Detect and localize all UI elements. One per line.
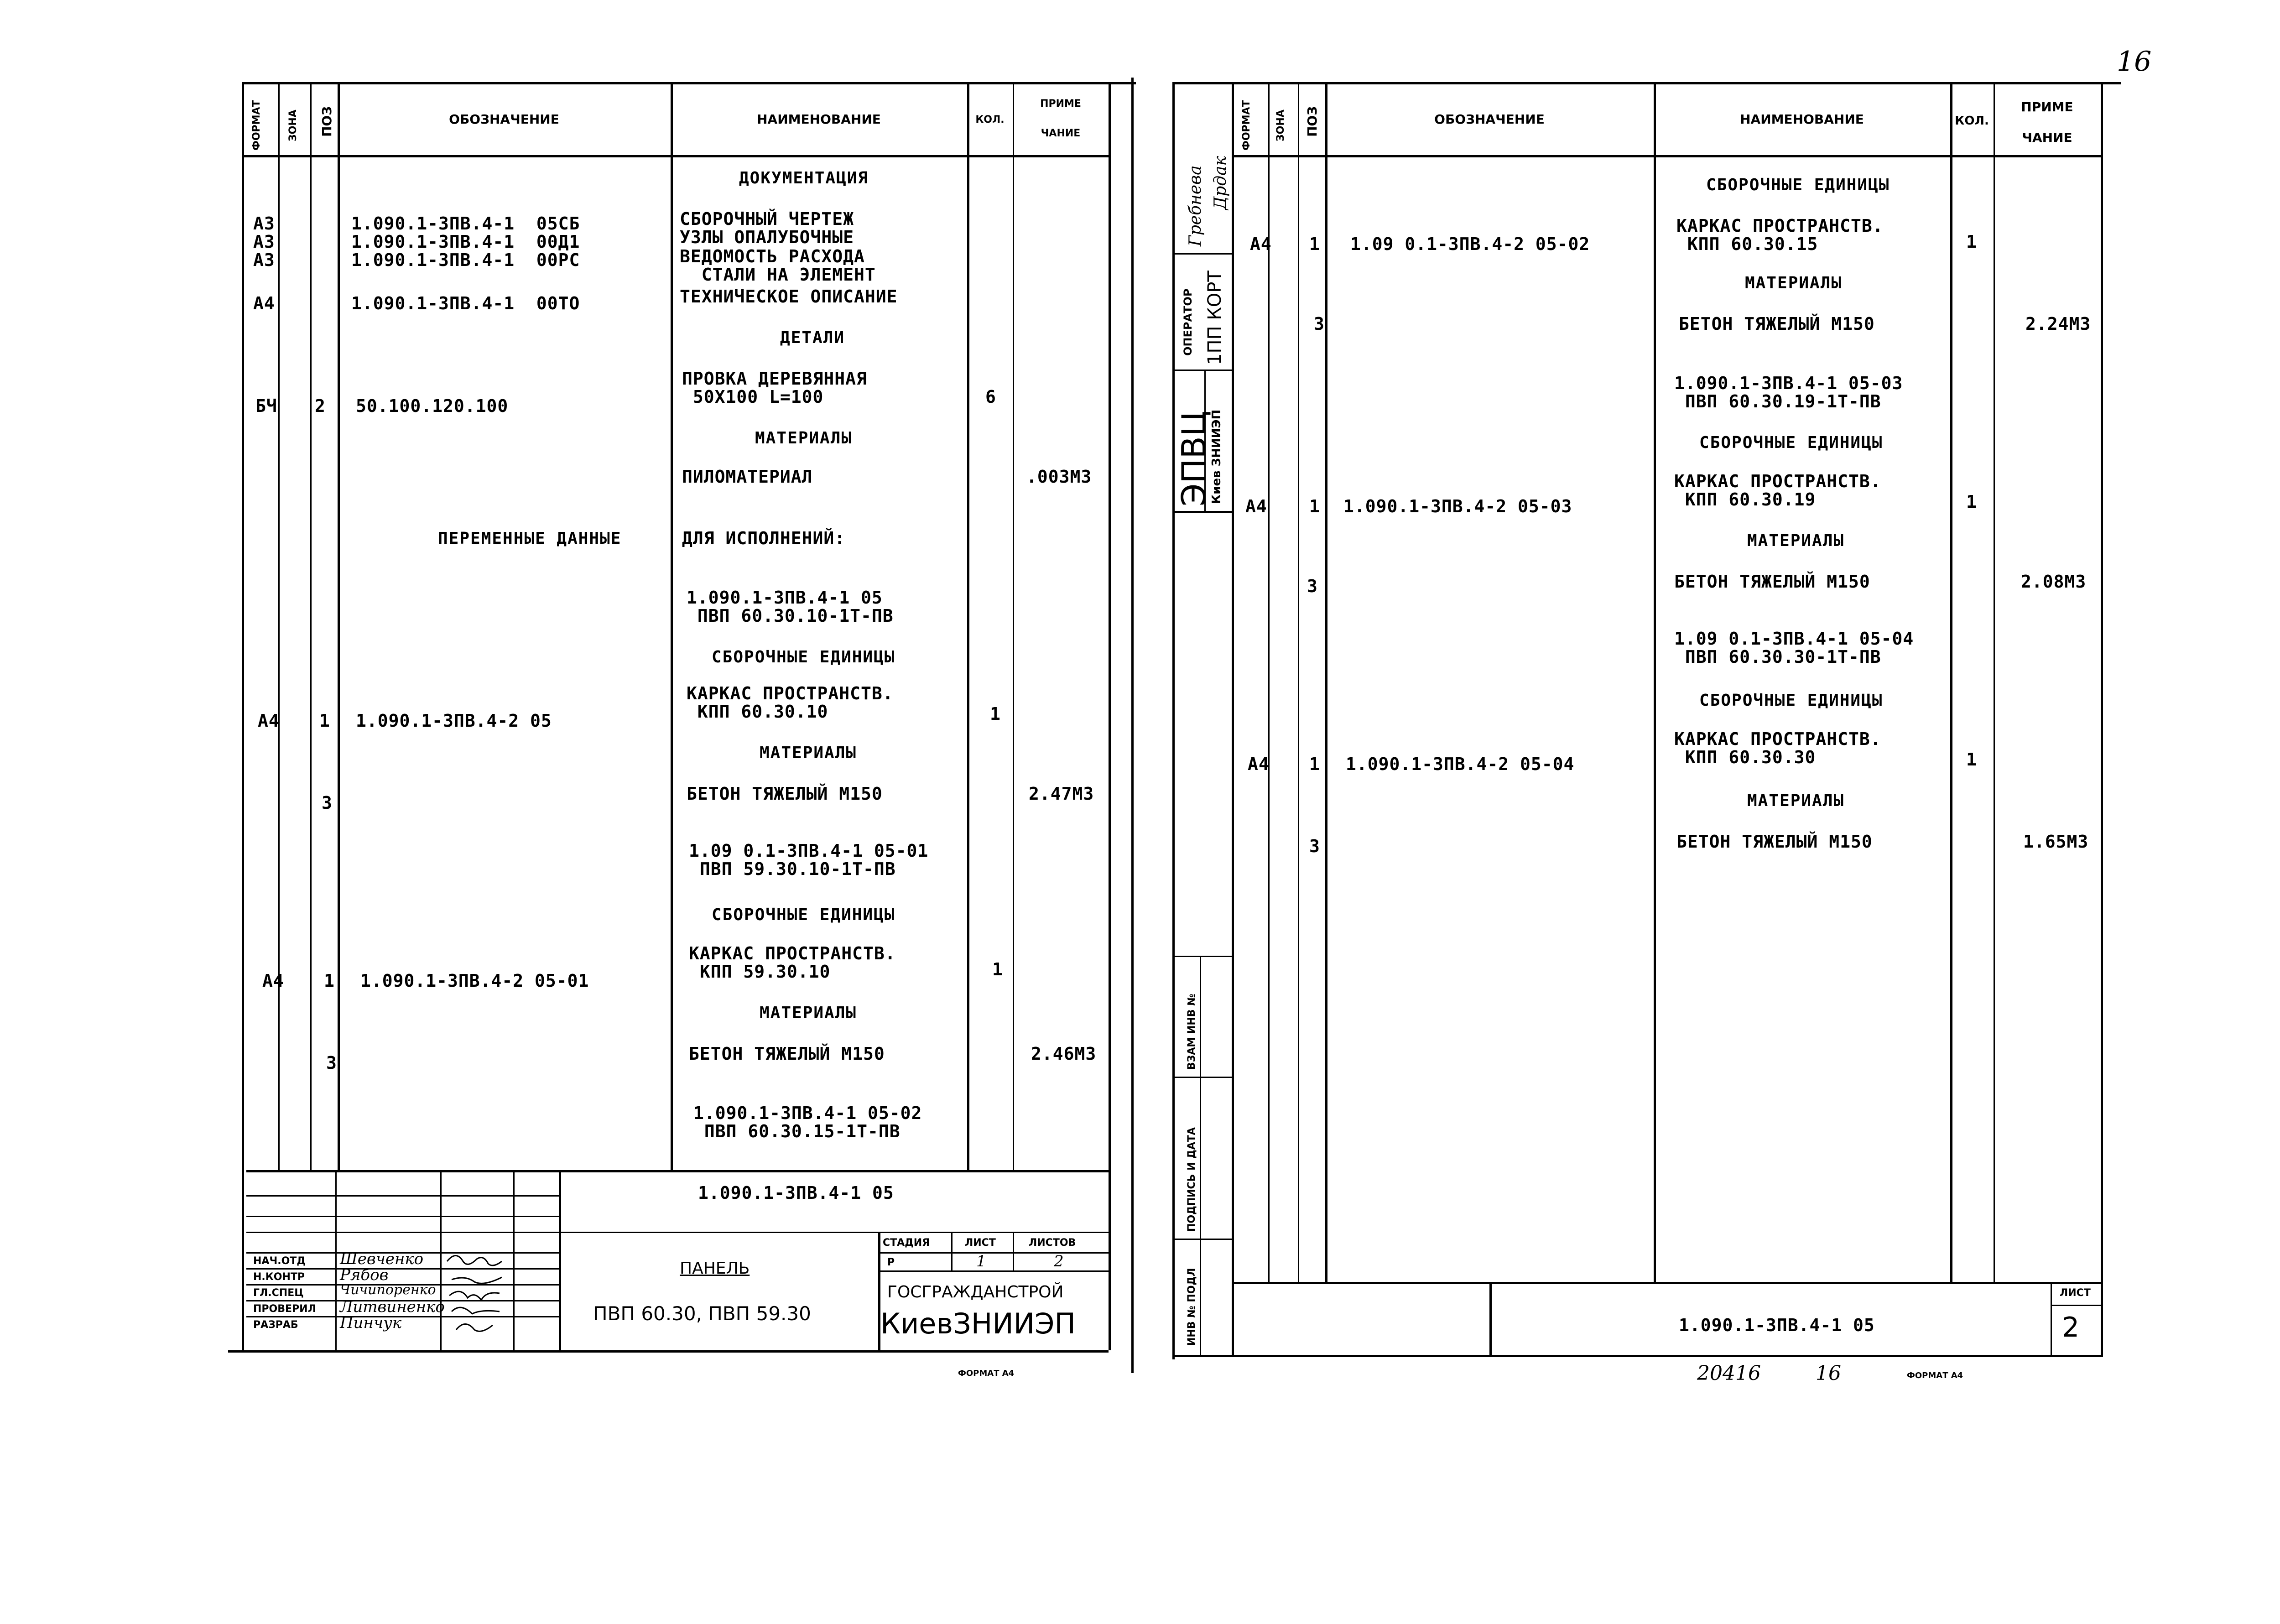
material-name: БЕТОН ТЯЖЕЛЫЙ М150: [689, 1044, 885, 1064]
org-name: ГОСГРАЖДАНСТРОЙ: [887, 1283, 1064, 1301]
row-pos: 1: [1309, 496, 1320, 516]
row-qty: 1: [1966, 750, 1977, 770]
signer-2: Дрдак: [1211, 156, 1230, 210]
header-designation: ОБОЗНАЧЕНИЕ: [449, 112, 559, 127]
material-note: 2.47М3: [1029, 784, 1094, 804]
header-zone: ЗОНА: [287, 109, 299, 141]
for-versions-label: ДЛЯ ИСПОЛНЕНИЙ:: [682, 528, 846, 548]
doc-designation: 1.090.1-3ПВ.4-1 05СБ: [351, 213, 580, 234]
panel-title: ПАНЕЛЬ: [680, 1259, 750, 1278]
doc-format: А3: [253, 213, 275, 234]
doc-page: 16: [1816, 1362, 1841, 1385]
sheet-label: ЛИСТ: [2060, 1287, 2091, 1299]
stage-value: Р: [887, 1257, 895, 1268]
title-block-code: 1.090.1-3ПВ.4-1 05: [698, 1183, 894, 1203]
center-label: ЭПВЦ: [1175, 411, 1213, 506]
version-title: 1.090.1-3ПВ.4-1 05 ПВП 60.30.10-1Т-ПВ: [687, 588, 894, 626]
version-format: А4: [262, 971, 284, 991]
row-name: КАРКАС ПРОСТРАНСТВ. КПП 60.30.30: [1674, 729, 1881, 767]
row-qty: 1: [1966, 492, 1977, 512]
section-materials: МАТЕРИАЛЫ: [1745, 274, 1843, 292]
material-note: 2.46М3: [1031, 1044, 1097, 1064]
header-pos: ПОЗ: [1305, 106, 1320, 137]
sign-date-label: ПОДПИСЬ И ДАТА: [1186, 1127, 1197, 1232]
center-sub-label: Киев ЗНИИЭП: [1210, 409, 1223, 504]
material-note: 1.65М3: [2023, 832, 2089, 852]
row-designation: 1.09 0.1-3ПВ.4-2 05-02: [1350, 234, 1590, 254]
material-pos: 3: [1309, 836, 1320, 856]
sheet-value: 1: [976, 1252, 986, 1270]
detail-designation: 50.100.120.100: [356, 396, 509, 416]
material-note: 2.24М3: [2025, 314, 2091, 334]
doc-format: А3: [253, 250, 275, 270]
header-note-1: ПРИМЕ: [1040, 98, 1081, 109]
header-note-2: ЧАНИЕ: [2022, 130, 2072, 145]
header-designation: ОБОЗНАЧЕНИЕ: [1434, 112, 1545, 127]
row-qty: 1: [1966, 232, 1977, 252]
inv-subst-label: ВЗАМ ИНВ №: [1186, 994, 1197, 1070]
section-materials: МАТЕРИАЛЫ: [755, 429, 853, 448]
detail-qty: 6: [985, 387, 996, 407]
doc-name: УЗЛЫ ОПАЛУБОЧНЫЕ: [680, 227, 854, 247]
role-label: Н.КОНТР: [253, 1271, 305, 1283]
doc-format: А4: [253, 293, 275, 313]
sheets-label: ЛИСТОВ: [1029, 1237, 1076, 1249]
row-pos: 1: [1309, 754, 1320, 774]
page-number: 16: [2117, 46, 2152, 78]
signer-name: Рябов: [340, 1266, 389, 1284]
material-name: БЕТОН ТЯЖЕЛЫЙ М150: [1676, 832, 1873, 852]
section-documentation: ДОКУМЕНТАЦИЯ: [739, 169, 869, 187]
section-materials: МАТЕРИАЛЫ: [760, 1004, 857, 1022]
section-assembly: СБОРОЧНЫЕ ЕДИНИЦЫ: [712, 906, 895, 924]
role-label: РАЗРАБ: [253, 1319, 298, 1331]
doc-name: ВЕДОМОСТЬ РАСХОДА СТАЛИ НА ЭЛЕМЕНТ: [680, 246, 876, 285]
header-note-1: ПРИМЕ: [2021, 99, 2073, 115]
signer-name: Пинчук: [340, 1314, 402, 1332]
section-assembly: СБОРОЧНЫЕ ЕДИНИЦЫ: [712, 648, 895, 666]
material-pos: 3: [1314, 314, 1325, 334]
detail-pos: 2: [315, 396, 326, 416]
role-label: НАЧ.ОТД: [253, 1255, 306, 1267]
sheet-footer-code: 1.090.1-3ПВ.4-1 05: [1679, 1315, 1875, 1335]
row-format: А4: [1245, 496, 1267, 516]
header-zone: ЗОНА: [1275, 109, 1286, 141]
signer-name: Чичипоренко: [340, 1282, 436, 1298]
panel-subtitle: ПВП 60.30, ПВП 59.30: [593, 1302, 811, 1325]
material-pos: 3: [1307, 576, 1318, 596]
detail-name: ПРОВКА ДЕРЕВЯННАЯ 50Х100 L=100: [682, 369, 867, 407]
header-format: ФОРМАТ: [251, 100, 262, 151]
version-pos: 1: [324, 971, 335, 991]
section-materials: МАТЕРИАЛЫ: [1747, 791, 1845, 810]
doc-name: ТЕХНИЧЕСКОЕ ОПИСАНИЕ: [680, 286, 898, 307]
lumber-name: ПИЛОМАТЕРИАЛ: [682, 467, 813, 487]
header-pos: ПОЗ: [319, 106, 334, 137]
doc-designation: 1.090.1-3ПВ.4-1 00РС: [351, 250, 580, 270]
section-assembly: СБОРОЧНЫЕ ЕДИНИЦЫ: [1699, 433, 1883, 452]
version-title: 1.09 0.1-3ПВ.4-1 05-01 ПВП 59.30.10-1Т-ПВ: [689, 841, 929, 879]
version-designation: 1.090.1-3ПВ.4-2 05: [356, 711, 552, 731]
sheets-value: 2: [1054, 1252, 1064, 1270]
detail-format: БЧ: [255, 396, 277, 416]
role-label: ПРОВЕРИЛ: [253, 1303, 316, 1315]
section-materials: МАТЕРИАЛЫ: [1747, 531, 1845, 550]
material-pos: 3: [322, 793, 333, 813]
inv-orig-label: ИНВ № ПОДЛ: [1186, 1268, 1197, 1346]
header-qty: КОЛ.: [975, 114, 1005, 125]
section-assembly: СБОРОЧНЫЕ ЕДИНИЦЫ: [1706, 176, 1890, 194]
version-name: КАРКАС ПРОСТРАНСТВ. КПП 60.30.10: [687, 683, 894, 722]
version-title: 1.090.1-3ПВ.4-1 05-02 ПВП 60.30.15-1Т-ПВ: [693, 1103, 922, 1141]
material-name: БЕТОН ТЯЖЕЛЫЙ М150: [1674, 572, 1870, 592]
sheet-label: ЛИСТ: [965, 1237, 996, 1249]
doc-format: А3: [253, 232, 275, 252]
version-qty: 1: [990, 704, 1001, 724]
version-qty: 1: [992, 959, 1003, 979]
version-title: 1.090.1-3ПВ.4-1 05-03 ПВП 60.30.19-1Т-ПВ: [1674, 373, 1903, 411]
doc-name: СБОРОЧНЫЙ ЧЕРТЕЖ: [680, 209, 854, 229]
material-name: БЕТОН ТЯЖЕЛЫЙ М150: [1679, 314, 1875, 334]
operator-value: 1ПП КОРТ: [1204, 271, 1225, 365]
signer-name: Литвиненко: [340, 1298, 445, 1316]
role-label: ГЛ.СПЕЦ: [253, 1287, 304, 1299]
header-qty: КОЛ.: [1955, 114, 1989, 128]
version-title: 1.09 0.1-3ПВ.4-1 05-04 ПВП 60.30.30-1Т-ПВ: [1674, 629, 1914, 667]
section-materials: МАТЕРИАЛЫ: [760, 744, 857, 762]
version-format: А4: [258, 711, 280, 731]
header-name: НАИМЕНОВАНИЕ: [1740, 112, 1864, 127]
row-format: А4: [1250, 234, 1272, 254]
doc-designation: 1.090.1-3ПВ.4-1 00ТО: [351, 293, 580, 313]
version-designation: 1.090.1-3ПВ.4-2 05-01: [360, 971, 589, 991]
version-name: КАРКАС ПРОСТРАНСТВ. КПП 59.30.10: [689, 943, 896, 982]
material-note: 2.08М3: [2021, 572, 2087, 592]
row-pos: 1: [1309, 234, 1320, 254]
stage-label: СТАДИЯ: [883, 1237, 930, 1249]
format-label: ФОРМАТ А4: [1907, 1371, 1963, 1380]
material-pos: 3: [326, 1053, 337, 1073]
section-details: ДЕТАЛИ: [780, 328, 845, 347]
variable-data-label: ПЕРЕМЕННЫЕ ДАННЫЕ: [438, 529, 622, 548]
header-format: ФОРМАТ: [1241, 100, 1252, 151]
signer-1: Гребнева: [1186, 165, 1205, 246]
signatures-image: [442, 1250, 511, 1346]
row-name: КАРКАС ПРОСТРАНСТВ. КПП 60.30.19: [1674, 471, 1881, 510]
lumber-note: .003М3: [1026, 467, 1092, 487]
doc-number: 20416: [1697, 1362, 1761, 1385]
version-pos: 1: [319, 711, 330, 731]
sheet-number: 2: [2062, 1312, 2080, 1343]
row-name: КАРКАС ПРОСТРАНСТВ. КПП 60.30.15: [1676, 216, 1884, 254]
org-institute: КиевЗНИИЭП: [880, 1307, 1076, 1340]
section-assembly: СБОРОЧНЫЕ ЕДИНИЦЫ: [1699, 691, 1883, 710]
row-designation: 1.090.1-3ПВ.4-2 05-03: [1343, 496, 1572, 516]
header-name: НАИМЕНОВАНИЕ: [757, 112, 881, 127]
format-label: ФОРМАТ А4: [958, 1369, 1015, 1378]
row-designation: 1.090.1-3ПВ.4-2 05-04: [1346, 754, 1575, 774]
material-name: БЕТОН ТЯЖЕЛЫЙ М150: [687, 784, 883, 804]
row-format: А4: [1248, 754, 1270, 774]
doc-designation: 1.090.1-3ПВ.4-1 00Д1: [351, 232, 580, 252]
signer-name: Шевченко: [340, 1250, 424, 1268]
operator-label: ОПЕРАТОР: [1182, 288, 1194, 356]
header-note-2: ЧАНИЕ: [1041, 128, 1081, 139]
